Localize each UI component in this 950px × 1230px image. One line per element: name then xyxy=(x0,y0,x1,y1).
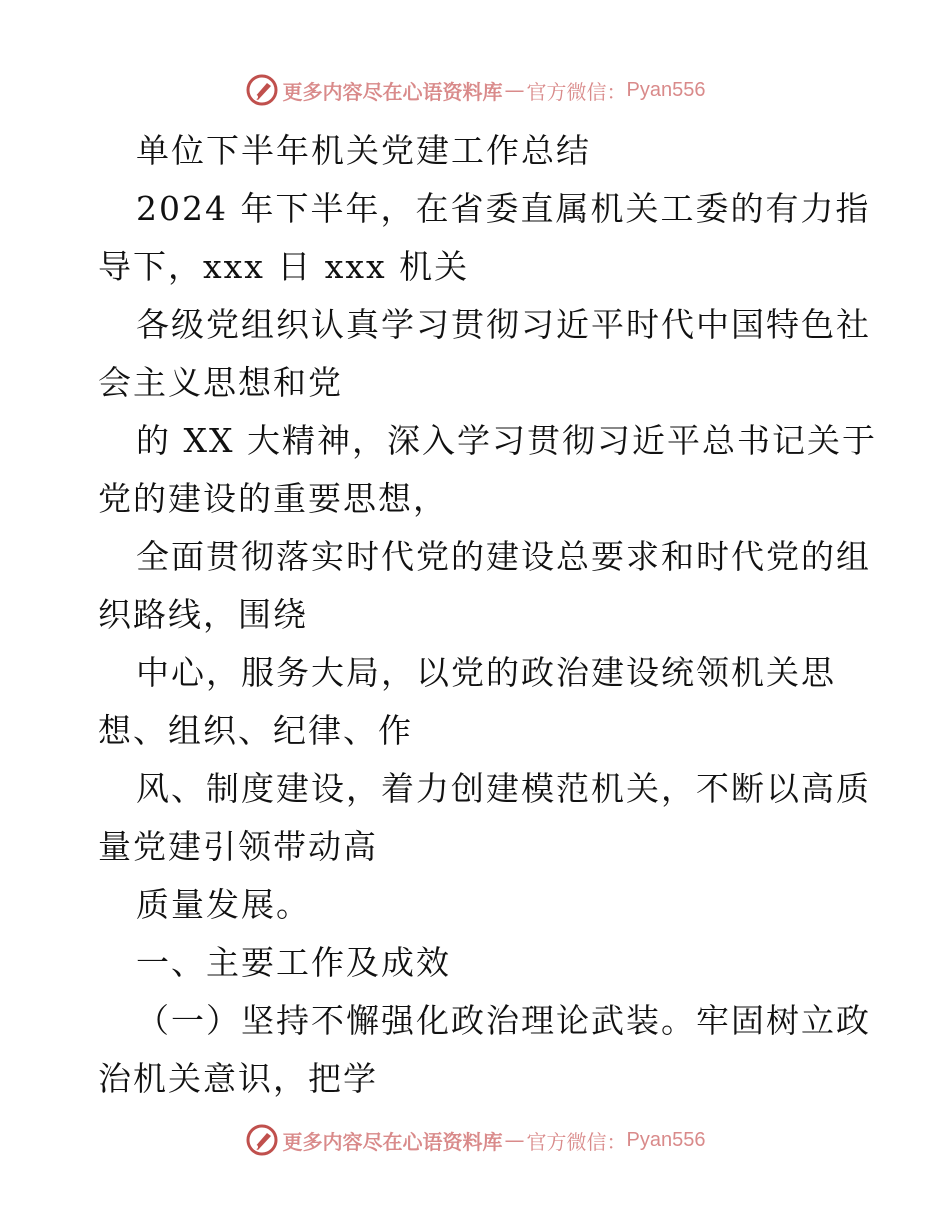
section-heading: 一、主要工作及成效 xyxy=(136,943,451,982)
document-title: 单位下半年机关党建工作总结 xyxy=(136,131,591,170)
paragraph-line: 导下，xxx 日 xxx 机关 xyxy=(98,247,470,286)
paragraph-line: 的 XX 大精神，深入学习贯彻习近平总书记关于 xyxy=(136,421,877,460)
subsection-heading: （一）坚持不懈强化政治理论武装。牢固树立政 xyxy=(136,1001,871,1040)
paragraph-line: 质量发展。 xyxy=(136,885,311,924)
watermark-site-text: 更多内容尽在心语资料库 xyxy=(282,1129,503,1154)
watermark-wechat-label: 官方微信： xyxy=(526,79,627,104)
paragraph-line: 党的建设的重要思想， xyxy=(98,479,448,518)
watermark-dash: — xyxy=(504,1128,525,1152)
paragraph-line: 风、制度建设，着力创建模范机关，不断以高质 xyxy=(136,769,871,808)
paragraph-line: 织路线，围绕 xyxy=(98,595,308,634)
paragraph-line: 治机关意识，把学 xyxy=(98,1059,378,1098)
watermark-dash: — xyxy=(504,78,525,102)
paragraph-line: 会主义思想和党 xyxy=(98,363,343,402)
watermark-header xyxy=(0,70,950,110)
watermark-wechat-label: 官方微信： xyxy=(526,1129,627,1154)
document-body xyxy=(98,122,877,1108)
paragraph-line: 各级党组织认真学习贯彻习近平时代中国特色社 xyxy=(136,305,871,344)
watermark-wechat-account: Pyan556 xyxy=(626,1128,706,1151)
pen-logo-icon xyxy=(245,73,279,107)
paragraph-line: 想、组织、纪律、作 xyxy=(98,711,413,750)
paragraph-line: 2024 年下半年，在省委直属机关工委的有力指 xyxy=(136,189,871,228)
paragraph-line: 中心，服务大局，以党的政治建设统领机关思 xyxy=(136,653,836,692)
paragraph-line: 全面贯彻落实时代党的建设总要求和时代党的组 xyxy=(136,537,871,576)
pen-logo-icon xyxy=(245,1123,279,1157)
watermark-footer xyxy=(0,1120,950,1160)
paragraph-line: 量党建引领带动高 xyxy=(98,827,378,866)
watermark-site-text: 更多内容尽在心语资料库 xyxy=(282,79,503,104)
watermark-wechat-account: Pyan556 xyxy=(626,78,706,101)
